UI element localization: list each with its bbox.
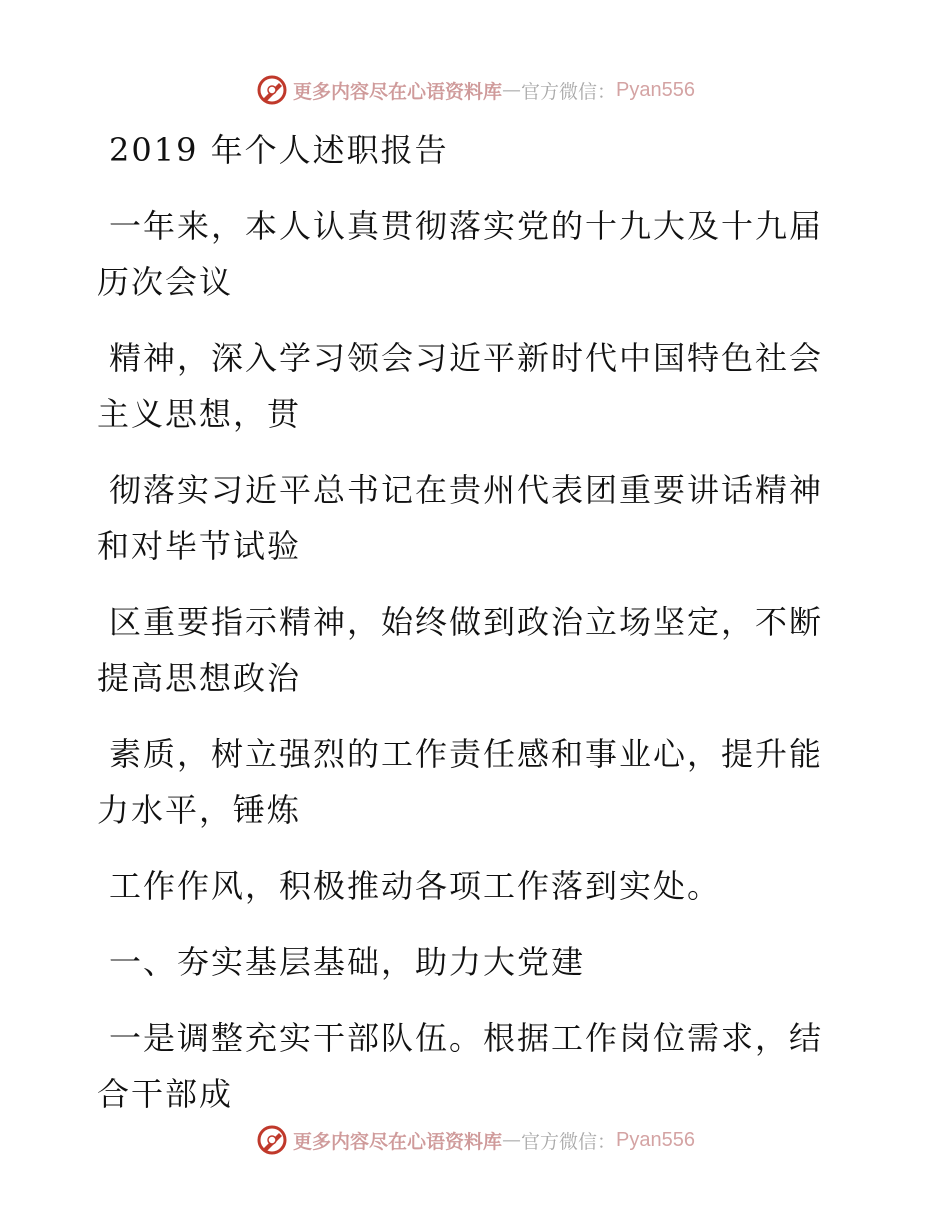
- paragraph-line: 素质，树立强烈的工作责任感和事业心，提升能: [109, 735, 824, 773]
- pen-logo-icon: [255, 73, 289, 107]
- banner-wechat-id: Pyan556: [616, 1128, 695, 1151]
- banner-separator: —: [502, 1129, 522, 1151]
- document-title: 2019 年个人述职报告: [109, 131, 449, 169]
- header-banner: [0, 70, 950, 110]
- paragraph-line: 力水平，锤炼: [97, 791, 302, 829]
- paragraph-line: 精神，深入学习领会习近平新时代中国特色社会: [109, 339, 824, 377]
- banner-separator: —: [502, 79, 522, 101]
- footer-banner: [0, 1120, 950, 1160]
- pen-logo-icon: [255, 1123, 289, 1157]
- banner-wechat-id: Pyan556: [616, 78, 695, 101]
- document-body: [97, 122, 837, 1122]
- banner-wechat-label: 官方微信：: [521, 1130, 617, 1153]
- paragraph-line: 主义思想，贯: [97, 395, 302, 433]
- banner-text: 更多内容尽在心语资料库: [293, 1130, 503, 1153]
- banner-text: 更多内容尽在心语资料库: [293, 80, 503, 103]
- paragraph-line: 提高思想政治: [97, 659, 302, 697]
- section-heading: 一、夯实基层基础，助力大党建: [109, 943, 586, 981]
- paragraph-line: 历次会议: [97, 263, 234, 301]
- paragraph-line: 一年来，本人认真贯彻落实党的十九大及十九届: [109, 207, 824, 245]
- banner-wechat-label: 官方微信：: [521, 80, 617, 103]
- paragraph-line: 合干部成: [97, 1075, 234, 1113]
- paragraph-line: 工作作风，积极推动各项工作落到实处。: [109, 867, 722, 905]
- paragraph-line: 区重要指示精神，始终做到政治立场坚定，不断: [109, 603, 824, 641]
- paragraph-line: 和对毕节试验: [97, 527, 302, 565]
- paragraph-line: 彻落实习近平总书记在贵州代表团重要讲话精神: [109, 471, 824, 509]
- paragraph-line: 一是调整充实干部队伍。根据工作岗位需求，结: [109, 1019, 824, 1057]
